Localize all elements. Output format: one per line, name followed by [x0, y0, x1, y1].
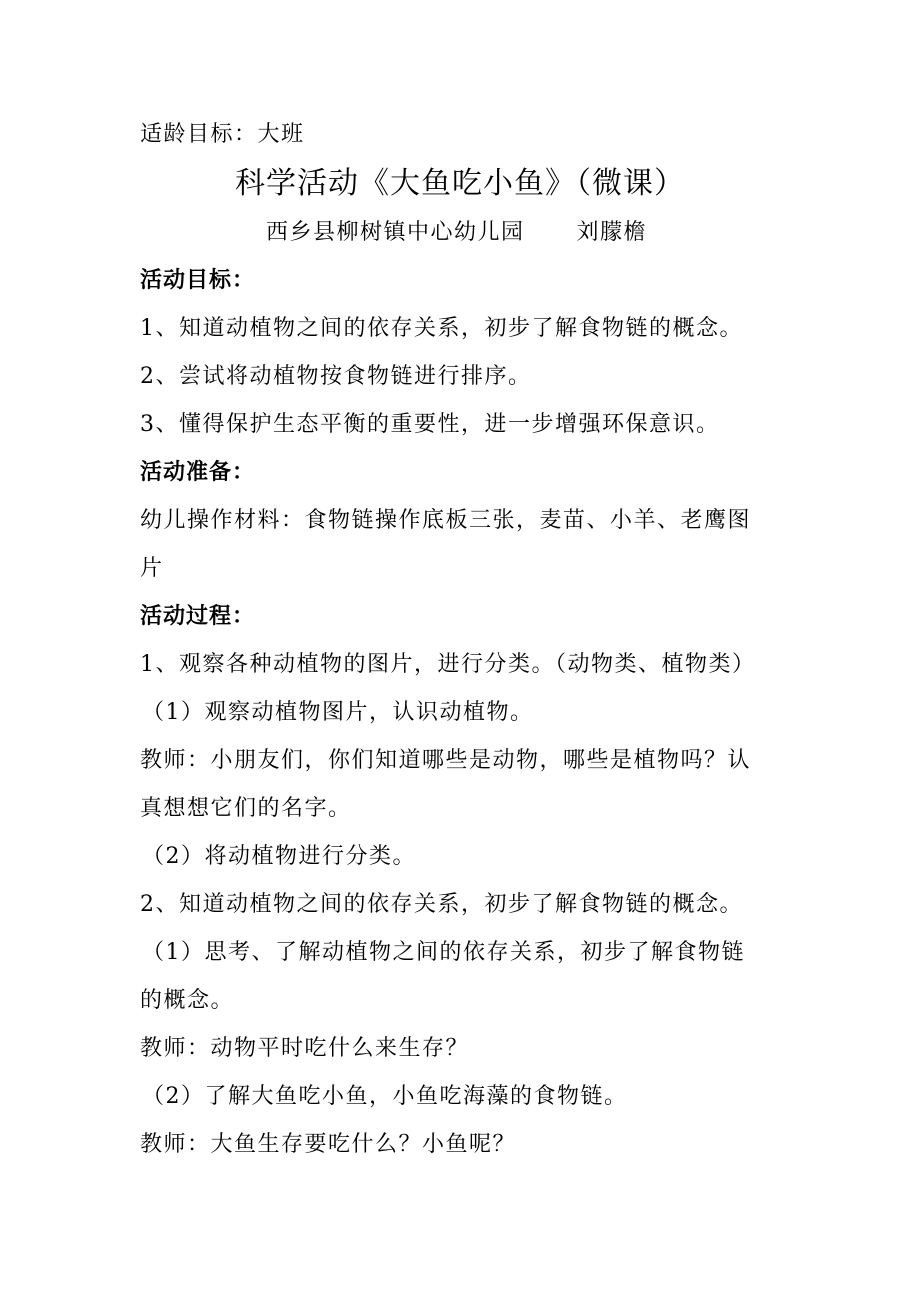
byline	[266, 218, 647, 248]
goal-item: 3、懂得保护生态平衡的重要性，进一步增强环保意识。	[140, 412, 720, 437]
process-line: 2、知道动植物之间的依存关系，初步了解食物链的概念。	[140, 892, 743, 917]
process-line: 教师：大鱼生存要吃什么？小鱼呢？	[140, 1132, 517, 1157]
process-line: （1）思考、了解动植物之间的依存关系，初步了解食物链	[142, 940, 745, 965]
goal-item: 1、知道动植物之间的依存关系，初步了解食物链的概念。	[140, 316, 743, 341]
process-line: 的概念。	[140, 988, 235, 1013]
prep-line: 幼儿操作材料：食物链操作底板三张，麦苗、小羊、老鹰图	[140, 508, 752, 533]
document-title: 科学活动《大鱼吃小鱼》（微课）	[235, 166, 685, 201]
school-name: 西乡县柳树镇中心幼儿园	[266, 220, 525, 245]
process-line: 教师：小朋友们，你们知道哪些是动物，哪些是植物吗？认	[140, 748, 752, 773]
author-name: 刘朦檐	[576, 220, 648, 245]
age-target: 适龄目标：大班	[140, 122, 305, 147]
process-line: 真想想它们的名字。	[140, 796, 352, 821]
process-line: （2）了解大鱼吃小鱼，小鱼吃海藻的食物链。	[142, 1084, 628, 1109]
prep-heading: 活动准备：	[140, 460, 256, 485]
process-line: （2）将动植物进行分类。	[142, 844, 416, 869]
goals-heading: 活动目标：	[140, 268, 256, 293]
process-heading: 活动过程：	[140, 604, 256, 629]
prep-line: 片	[140, 556, 164, 581]
process-line: （1）观察动植物图片，认识动植物。	[142, 700, 534, 725]
process-line: 1、观察各种动植物的图片，进行分类。（动物类、植物类）	[140, 652, 756, 677]
process-line: 教师：动物平时吃什么来生存？	[140, 1036, 470, 1061]
goal-item: 2、尝试将动植物按食物链进行排序。	[140, 364, 532, 389]
